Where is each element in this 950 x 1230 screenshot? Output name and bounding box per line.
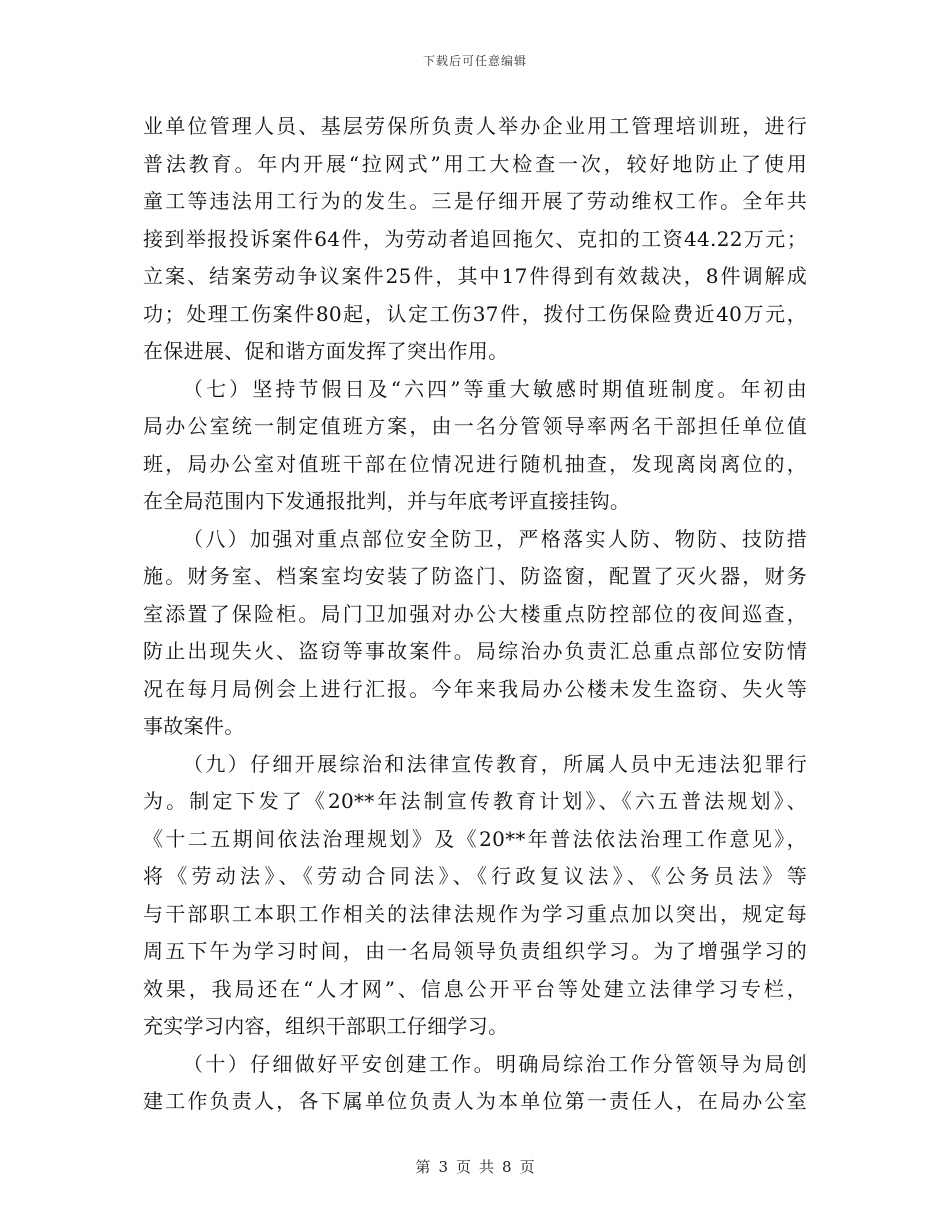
paragraph-start-line: （八）加强对重点部位安全防卫，严格落实人防、物防、技防措 [183,526,807,551]
body-line: 《十二五期间依法治理规划》及《20**年普法依法治理工作意见》， [143,826,807,851]
page-footer [0,1156,950,1177]
body-line: 室添置了保险柜。局门卫加强对办公大楼重点防控部位的夜间巡查， [143,601,807,626]
body-line: 况在每月局例会上进行汇报。今年来我局办公楼未发生盗窃、失火等 [143,676,807,701]
body-line: 在保进展、促和谐方面发挥了突出作用。 [143,339,509,363]
body-line: 立案、结案劳动争议案件25件，其中17件得到有效裁决，8件调解成 [143,264,807,288]
page-header: 下载后可任意编辑 [422,54,527,68]
total-page-count: 8 [502,1158,512,1176]
body-line: 效果，我局还在“人才网”、信息公开平台等处建立法律学习专栏， [143,976,807,1001]
body-line: 业单位管理人员、基层劳保所负责人举办企业用工管理培训班，进行 [143,114,807,138]
body-line: 普法教育。年内开展“拉网式”用工大检查一次，较好地防止了使用 [143,151,807,176]
body-line: 与干部职工本职工作相关的法律法规作为学习重点加以突出，规定每 [143,901,807,926]
footer-page-label: 页 [455,1158,471,1176]
footer-prefix: 第 [415,1158,431,1176]
body-line: 班，局办公室对值班干部在位情况进行随机抽查，发现离岗离位的， [143,451,807,476]
paragraph-start-line: （七）坚持节假日及“六四”等重大敏感时期值班制度。年初由 [183,376,807,401]
body-line: 童工等违法用工行为的发生。三是仔细开展了劳动维权工作。全年共 [143,189,807,213]
document-body [143,108,807,1121]
body-line: 功；处理工伤案件80起，认定工伤37件，拨付工伤保险费近40万元， [143,301,807,326]
body-line: 接到举报投诉案件64件，为劳动者追回拖欠、克扣的工资44.22万元； [143,226,807,251]
footer-suffix: 页 [519,1158,535,1176]
footer-total-label: 共 [479,1158,495,1176]
body-line: 在全局范围内下发通报批判，并与年底考评直接挂钩。 [143,489,631,513]
body-line: 周五下午为学习时间，由一名局领导负责组织学习。为了增强学习的 [143,939,807,963]
body-line: 充实学习内容，组织干部职工仔细学习。 [143,1014,509,1038]
body-line: 事故案件。 [143,714,245,738]
body-line: 将《劳动法》、《劳动合同法》、《行政复议法》、《公务员法》等 [143,864,807,888]
body-line: 防止出现失火、盗窃等事故案件。局综治办负责汇总重点部位安防情 [143,639,807,663]
body-line: 施。财务室、档案室均安装了防盗门、防盗窗，配置了灭火器，财务 [143,564,807,588]
body-line: 局办公室统一制定值班方案，由一名分管领导率两名干部担任单位值 [143,414,807,438]
current-page-number: 3 [438,1158,448,1176]
paragraph-start-line: （十）仔细做好平安创建工作。明确局综治工作分管领导为局创 [183,1051,807,1076]
body-line: 建工作负责人，各下属单位负责人为本单位第一责任人，在局办公室 [143,1089,807,1113]
body-line: 为。制定下发了《20**年法制宣传教育计划》、《六五普法规划》、 [143,789,807,813]
paragraph-start-line: （九）仔细开展综治和法律宣传教育，所属人员中无违法犯罪行 [183,751,807,776]
